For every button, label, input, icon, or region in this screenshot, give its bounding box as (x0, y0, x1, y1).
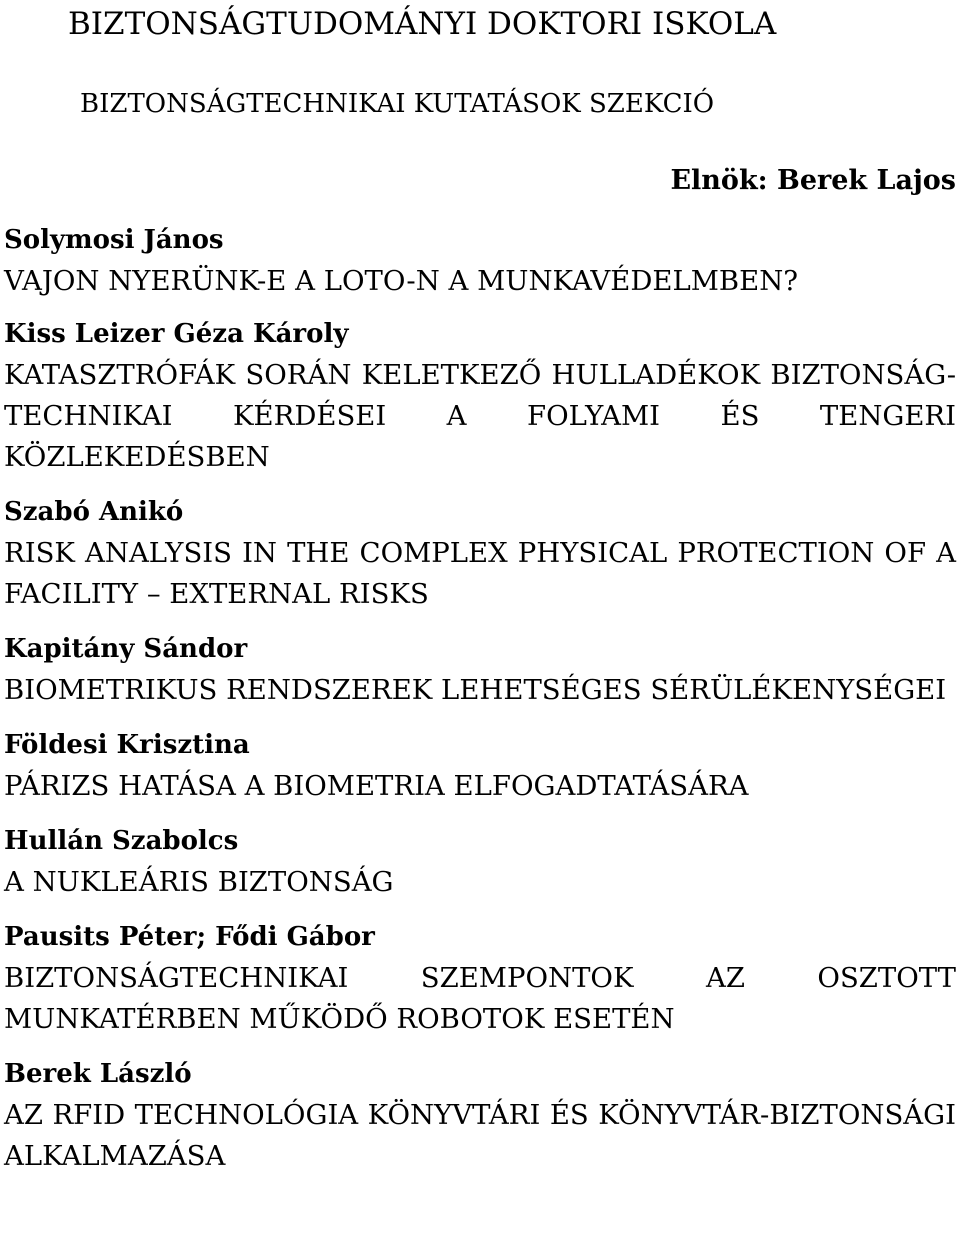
talk-title: AZ RFID TECHNOLÓGIA KÖNYVTÁRI ÉS KÖNYVTÁR-BIZTONSÁGI ALKALMAZÁSA (4, 1099, 956, 1172)
talk-author: Solymosi János (4, 225, 224, 255)
talk-title: RISK ANALYSIS IN THE COMPLEX PHYSICAL PROTECTION OF A FACILITY – EXTERNAL RISKS (4, 537, 956, 610)
talk-author: Kiss Leizer Géza Károly (4, 319, 349, 349)
talk-author: Földesi Krisztina (4, 730, 250, 760)
doctoral-school-heading: BIZTONSÁGTUDOMÁNYI DOKTORI ISKOLA (68, 6, 777, 42)
talk-author: Berek László (4, 1059, 192, 1089)
talk-item (4, 1054, 956, 1177)
talk-item (4, 314, 956, 478)
talk-item (4, 220, 956, 302)
talk-item (4, 492, 956, 615)
talk-list (4, 220, 956, 1177)
talk-title: VAJON NYERÜNK-E A LOTO-N A MUNKAVÉDELMBEN? (4, 265, 798, 297)
section-chair: Elnök: Berek Lajos (670, 165, 956, 196)
talk-author: Hullán Szabolcs (4, 826, 239, 856)
talk-item (4, 821, 956, 903)
talk-title: A NUKLEÁRIS BIZTONSÁG (4, 866, 394, 898)
talk-item (4, 917, 956, 1040)
talk-author: Szabó Anikó (4, 497, 184, 527)
talk-author: Kapitány Sándor (4, 634, 248, 664)
talk-item (4, 629, 956, 711)
talk-author: Pausits Péter; Fődi Gábor (4, 922, 375, 952)
talk-item (4, 725, 956, 807)
talk-title: PÁRIZS HATÁSA A BIOMETRIA ELFOGADTATÁSÁRA (4, 770, 749, 802)
section-heading: BIZTONSÁGTECHNIKAI KUTATÁSOK SZEKCIÓ (80, 89, 715, 119)
talk-title: BIOMETRIKUS RENDSZEREK LEHETSÉGES SÉRÜLÉKENYSÉGEI (4, 674, 947, 706)
talk-title: BIZTONSÁGTECHNIKAI SZEMPONTOK AZ OSZTOTT MUNKATÉRBEN MŰKÖDŐ ROBOTOK ESETÉN (4, 962, 956, 1035)
talk-title: KATASZTRÓFÁK SORÁN KELETKEZŐ HULLADÉKOK BIZTONSÁG-TECHNIKAI KÉRDÉSEI A FOLYAMI ÉS TENGERI KÖZLEKEDÉSBEN (4, 359, 956, 473)
